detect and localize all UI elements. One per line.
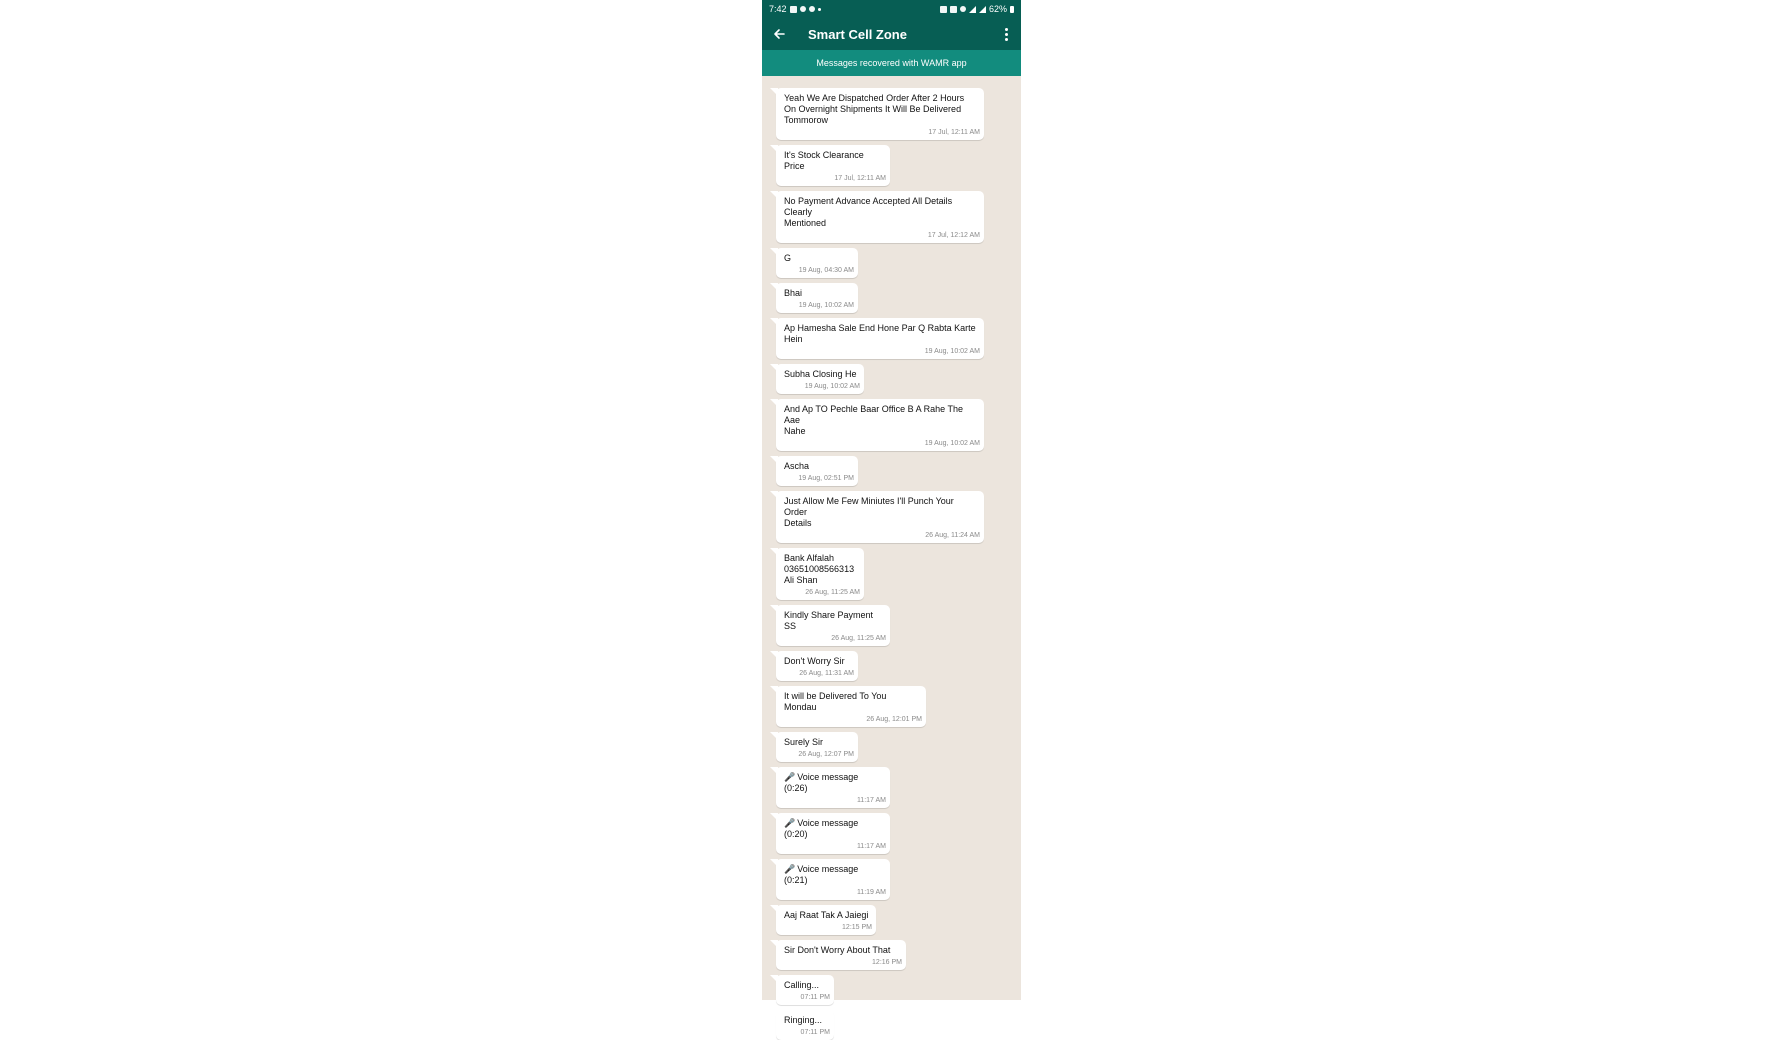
message-text: Sir Don't Worry About That	[784, 945, 891, 955]
message-bubble[interactable]	[776, 975, 834, 1005]
message-timestamp: 26 Aug, 12:07 PM	[798, 751, 854, 758]
message-timestamp: 26 Aug, 12:01 PM	[866, 716, 922, 723]
message-timestamp: 19 Aug, 04:30 AM	[798, 267, 854, 274]
message-text: Subha Closing He	[784, 369, 857, 379]
message-bubble[interactable]	[776, 605, 890, 646]
message-bubble[interactable]	[776, 364, 864, 394]
message-timestamp: 19 Aug, 02:51 PM	[798, 475, 854, 482]
voice-message-bubble[interactable]	[776, 767, 890, 808]
voice-message-bubble[interactable]	[776, 859, 890, 900]
more-vert-icon[interactable]	[999, 25, 1013, 43]
message-timestamp: 19 Aug, 10:02 AM	[804, 383, 860, 390]
message-bubble[interactable]	[776, 491, 984, 543]
voice-message-label	[784, 864, 886, 886]
voice-message-label	[784, 772, 886, 794]
message-timestamp: 19 Aug, 10:02 AM	[924, 440, 980, 447]
snapchat-notification-icon	[800, 6, 806, 12]
message-text: Bhai	[784, 288, 803, 298]
gallery-notification-icon	[790, 6, 797, 13]
message-bubble[interactable]	[776, 145, 890, 186]
message-bubble[interactable]	[776, 548, 864, 600]
message-text: And Ap TO Pechle Baar Office B A Rahe The Aae Nahe	[784, 404, 963, 436]
message-timestamp: 26 Aug, 11:31 AM	[799, 670, 854, 677]
more-notifications-dot-icon	[818, 8, 821, 11]
message-bubble[interactable]	[776, 248, 858, 278]
message-text: Surely Sir	[784, 737, 824, 747]
message-timestamp: 17 Jul, 12:11 AM	[928, 129, 980, 136]
message-text: Kindly Share Payment SS	[784, 610, 874, 631]
message-text: Aaj Raat Tak A Jaiegi	[784, 910, 869, 920]
message-bubble[interactable]	[776, 318, 984, 359]
message-text: It's Stock Clearance Price	[784, 150, 864, 171]
message-bubble[interactable]	[776, 732, 858, 762]
message-bubble[interactable]	[776, 651, 858, 681]
message-bubble[interactable]	[776, 283, 858, 313]
message-bubble[interactable]	[776, 456, 858, 486]
status-bar	[762, 0, 1021, 18]
message-timestamp: 19 Aug, 10:02 AM	[924, 348, 980, 355]
message-text: Just Allow Me Few Miniutes I'll Punch Your Order Details	[784, 496, 954, 528]
voice-message-bubble[interactable]	[776, 813, 890, 854]
message-timestamp: 11:19 AM	[856, 889, 886, 896]
message-timestamp: 07:11 PM	[800, 1029, 830, 1036]
wifi-icon	[960, 6, 966, 12]
message-timestamp: 17 Jul, 12:11 AM	[834, 175, 886, 182]
voice-message-label	[784, 818, 886, 840]
message-text: Ringing...	[784, 1015, 823, 1025]
microphone-icon: 🎤	[784, 818, 796, 828]
message-timestamp: 11:17 AM	[856, 843, 886, 850]
chat-header	[762, 18, 1021, 50]
message-text: G	[784, 253, 792, 263]
battery-percentage: 62%	[988, 4, 1007, 14]
mute-icon	[950, 6, 957, 13]
message-text: No Payment Advance Accepted All Details Clearly Mentioned	[784, 196, 953, 228]
message-timestamp: 26 Aug, 11:25 AM	[831, 635, 886, 642]
arrow-left-icon[interactable]	[770, 25, 788, 43]
battery-icon	[1010, 6, 1014, 13]
recovery-banner: Messages recovered with WAMR app	[762, 50, 1021, 76]
message-text: Bank Alfalah 03651008566313 Ali Shan	[784, 553, 855, 585]
message-text: Voice message (0:21)	[784, 864, 859, 885]
message-bubble[interactable]	[776, 940, 906, 970]
message-timestamp: 07:11 PM	[800, 994, 830, 1001]
message-timestamp: 26 Aug, 11:24 AM	[925, 532, 980, 539]
signal-icon	[969, 6, 976, 13]
message-timestamp: 17 Jul, 12:12 AM	[927, 232, 980, 239]
message-bubble[interactable]	[776, 399, 984, 451]
microphone-icon: 🎤	[784, 864, 796, 874]
message-text: Voice message (0:20)	[784, 818, 859, 839]
message-timestamp: 12:15 PM	[842, 924, 872, 931]
message-bubble[interactable]	[776, 686, 926, 727]
message-list[interactable]	[762, 76, 1021, 1040]
message-text: Yeah We Are Dispatched Order After 2 Hours On Overnight Shipments It Will Be Delivered Tommorow	[784, 93, 965, 125]
message-timestamp: 26 Aug, 11:25 AM	[805, 589, 860, 596]
message-timestamp: 11:17 AM	[856, 797, 886, 804]
message-bubble[interactable]	[776, 88, 984, 140]
message-text: Voice message (0:26)	[784, 772, 859, 793]
message-text: Calling...	[784, 980, 820, 990]
phone-screen	[762, 0, 1021, 1036]
message-timestamp: 19 Aug, 10:02 AM	[798, 302, 854, 309]
message-bubble[interactable]	[776, 1010, 834, 1040]
message-text: It will be Delivered To You Mondau	[784, 691, 887, 712]
message-text: Don't Worry Sir	[784, 656, 845, 666]
message-timestamp: 12:16 PM	[872, 959, 902, 966]
message-text: Ap Hamesha Sale End Hone Par Q Rabta Karte Hein	[784, 323, 976, 344]
alarm-icon	[940, 6, 947, 13]
signal-icon-2	[979, 6, 986, 13]
status-time: 7:42	[769, 4, 787, 14]
chat-title[interactable]: Smart Cell Zone	[808, 26, 907, 42]
snapchat-notification-icon-2	[809, 6, 815, 12]
microphone-icon: 🎤	[784, 772, 796, 782]
message-bubble[interactable]	[776, 191, 984, 243]
message-bubble[interactable]	[776, 905, 876, 935]
message-text: Ascha	[784, 461, 810, 471]
